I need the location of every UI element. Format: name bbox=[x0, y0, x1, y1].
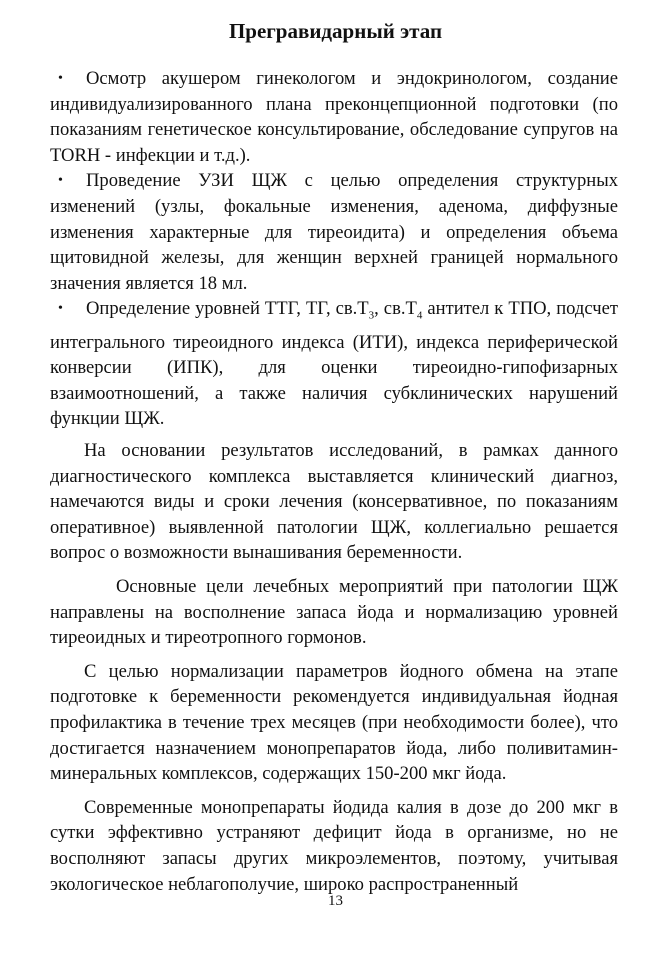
bullet-marker: • bbox=[58, 173, 63, 189]
paragraph-diagnosis: На основании результатов исследований, в рамках данного диагностического комплекса выставляется клинический диагноз, намечаются виды и сроки лечения (консервативное, по показаниям оперативное) выявленной патологии ЩЖ, коллегиально решается вопрос о возможности вынашивания беременности. bbox=[50, 440, 618, 564]
subscript-3: 3 bbox=[368, 310, 375, 323]
bullet-text: Осмотр акушером гинекологом и эндокринологом, создание индивидуализированного плана преконцепционной подготовки (по показаниям генетическое консультирование, обследование супругов на TORH - инфекции и т.д.). bbox=[50, 68, 618, 166]
bullet-marker: • bbox=[58, 71, 63, 86]
document-body bbox=[50, 66, 618, 897]
bullet-item-3 bbox=[50, 296, 618, 432]
bullet-item-1 bbox=[50, 66, 618, 168]
bullet-marker: • bbox=[58, 301, 63, 317]
subscript-4: 4 bbox=[416, 310, 423, 323]
bullet-text-part: Определение уровней ТТГ, ТГ, св.Т bbox=[86, 298, 369, 320]
paragraph-goals: Основные цели лечебных мероприятий при патологии ЩЖ направлены на восполнение запаса йода и нормализацию уровней тиреоидных и тиреотропного гормонов. bbox=[50, 576, 618, 649]
bullet-text-part: , св.Т bbox=[374, 298, 417, 320]
bullet-text-part: антител к ТПО, подсчет интегрального тиреоидного индекса (ИТИ), индекса периферической конверсии (ИПК), для оценки тиреоидно-гипофизарных взаимоотношений, а также наличия субклинических нарушений функции ЩЖ. bbox=[50, 298, 618, 430]
bullet-item-2 bbox=[50, 168, 618, 296]
paragraph-iodine-prophylaxis: С целью нормализации параметров йодного обмена на этапе подготовке к беременности рекомендуется индивидуальная йодная профилактика в течение трех месяцев (при необходимости более), что достигается назначением монопрепаратов йода, либо поливитамин-минеральных комплексов, содержащих 150-200 мкг йода. bbox=[50, 660, 618, 785]
bullet-text: Проведение УЗИ ЩЖ с целью определения структурных изменений (узлы, фокальные изменения, аденома, диффузные изменения характерные для тиреоидита) и определения объема щитовидной железы, для женщин верхней границей нормального значения является 18 мл. bbox=[50, 170, 618, 294]
paragraph-monopreparations: Современные монопрепараты йодида калия в дозе до 200 мкг в сутки эффективно устраняют дефицит йода в организме, но не восполняют запасы других микроэлементов, поэтому, учитывая экологическое неблагополучие, широко распространенный bbox=[50, 796, 618, 895]
page-title: Прегравидарный этап bbox=[228, 19, 443, 43]
page-number: 13 bbox=[328, 893, 343, 909]
